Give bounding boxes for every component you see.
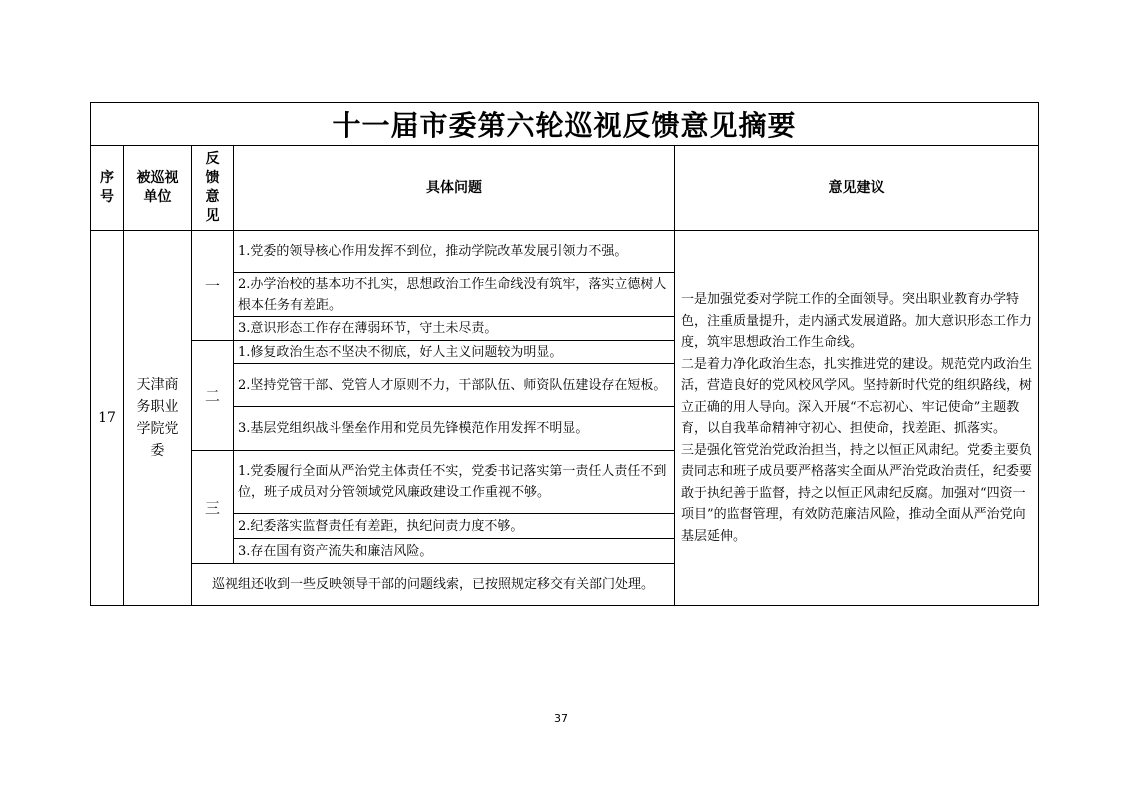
suggestions-cell <box>675 231 1039 606</box>
referral-note: 巡视组还收到一些反映领导干部的问题线索，已按照规定移交有关部门处理。 <box>192 564 675 606</box>
header-seq: 序 号 <box>91 146 124 231</box>
issue-item: 3.基层党组织战斗堡垒作用和党员先锋模范作用发挥不明显。 <box>234 407 675 451</box>
issue-item: 3.存在国有资产流失和廉洁风险。 <box>234 539 675 564</box>
header-issues: 具体问题 <box>234 146 675 231</box>
header-unit: 被巡视 单位 <box>124 146 192 231</box>
suggestion-paragraph: 二是着力净化政治生态，扎实推进党的建设。规范党内政治生活，营造良好的党风校风学风。坚持新时代党的组织路线，树立正确的用人导向。深入开展“不忘初心、牢记使命”主题教育，以自我革命精神守初心、担使命，找差距、抓落实。 <box>681 356 1033 436</box>
page-number: 37 <box>554 712 568 725</box>
issue-item: 2.纪委落实监督责任有差距，执纪问责力度不够。 <box>234 514 675 539</box>
issue-item: 2.办学治校的基本功不扎实，思想政治工作生命线没有筑牢，落实立德树人根本任务有差距。 <box>234 273 675 317</box>
page-title: 十一届市委第六轮巡视反馈意见摘要 <box>91 103 1039 146</box>
issue-item: 1.党委的领导核心作用发挥不到位，推动学院改革发展引领力不强。 <box>234 231 675 273</box>
header-feedback: 反 馈 意 见 <box>192 146 234 231</box>
feedback-summary-table <box>90 102 1039 606</box>
feedback-group-label: 一 <box>192 231 234 341</box>
feedback-group-label: 二 <box>192 341 234 451</box>
issue-item: 1.修复政治生态不坚决不彻底，好人主义问题较为明显。 <box>234 341 675 364</box>
feedback-group-label: 三 <box>192 451 234 564</box>
suggestion-paragraph: 一是加强党委对学院工作的全面领导。突出职业教育办学特色，注重质量提升，走内涵式发展道路。加大意识形态工作力度，筑牢思想政治工作生命线。 <box>681 292 1033 350</box>
row-unit: 天津商 务职业 学院党 委 <box>124 231 192 606</box>
header-suggestions: 意见建议 <box>675 146 1039 231</box>
issue-item: 2.坚持党管干部、党管人才原则不力，干部队伍、师资队伍建设存在短板。 <box>234 364 675 407</box>
issue-item: 3.意识形态工作存在薄弱环节，守土未尽责。 <box>234 317 675 341</box>
issue-item: 1.党委履行全面从严治党主体责任不实，党委书记落实第一责任人责任不到位，班子成员对分管领域党风廉政建设工作重视不够。 <box>234 451 675 514</box>
row-seq: 17 <box>91 231 124 606</box>
suggestion-paragraph: 三是强化管党治党政治担当，持之以恒正风肃纪。党委主要负责同志和班子成员要严格落实全面从严治党政治责任，纪委要敢于执纪善于监督，持之以恒正风肃纪反腐。加强对“四资一项目”的监督管理，有效防范廉洁风险，推动全面从严治党向基层延伸。 <box>681 442 1033 544</box>
